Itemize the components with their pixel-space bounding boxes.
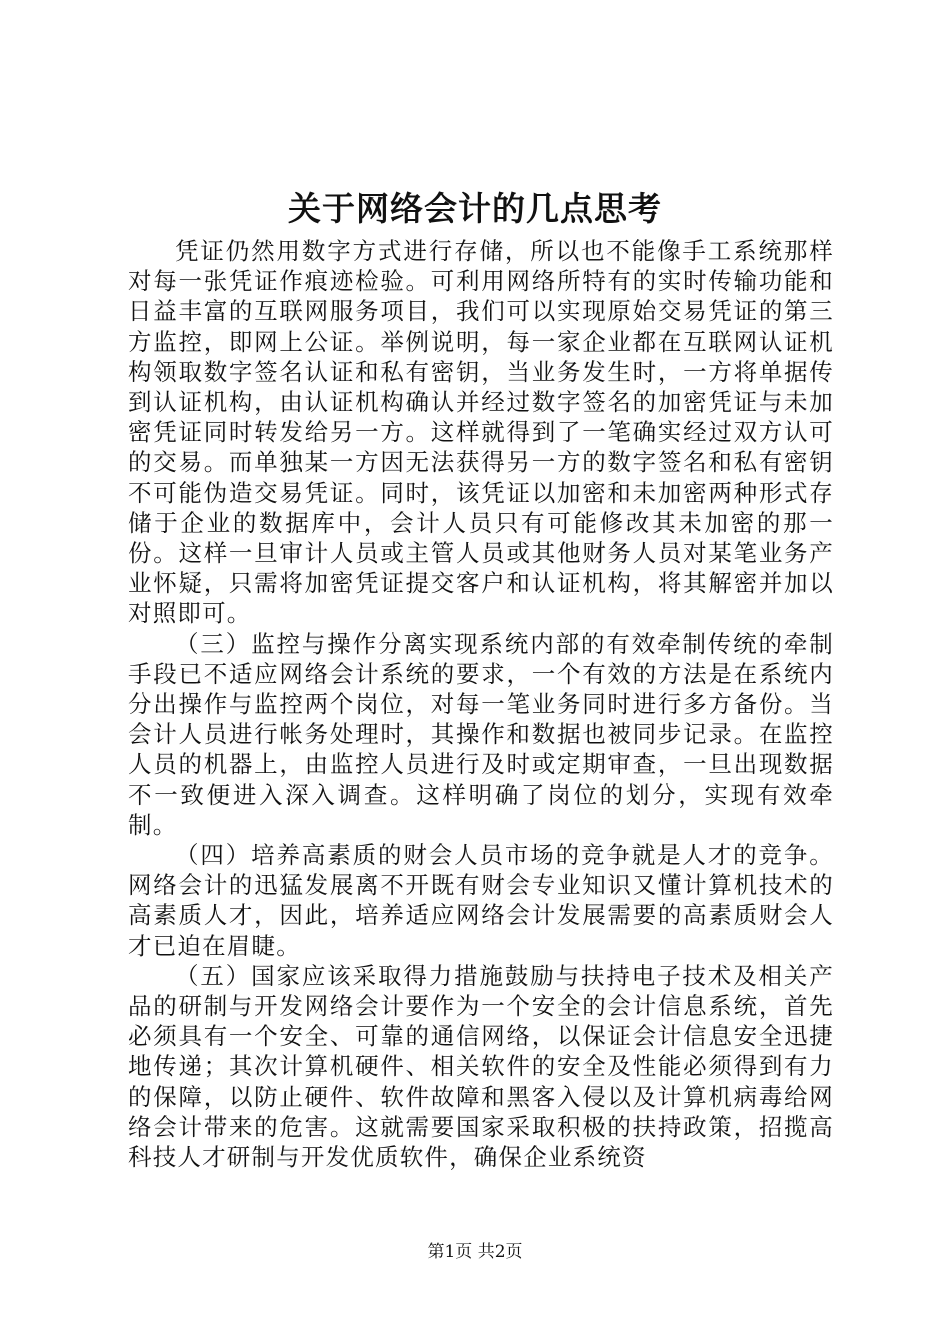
paragraph-3: （四）培养高素质的财会人员市场的竞争就是人才的竞争。网络会计的迅猛发展离不开既有财会专业知识又懂计算机技术的高素质人才，因此，培养适应网络会计发展需要的高素质财会人才已迫在眉睫。: [128, 841, 834, 960]
page-total: 共2页: [477, 1242, 523, 1262]
page-footer: [0, 1240, 950, 1264]
document-body: [128, 236, 834, 1172]
document-title: 关于网络会计的几点思考: [288, 189, 662, 228]
paragraph-2: （三）监控与操作分离实现系统内部的有效牵制传统的牵制手段已不适应网络会计系统的要求，一个有效的方法是在系统内分出操作与监控两个岗位，对每一笔业务同时进行多方备份。当会计人员进行帐务处理时，其操作和数据也被同步记录。在监控人员的机器上，由监控人员进行及时或定期审查，一旦出现数据不一致便进入深入调查。这样明确了岗位的划分，实现有效牵制。: [128, 629, 834, 839]
paragraph-4: （五）国家应该采取得力措施鼓励与扶持电子技术及相关产品的研制与开发网络会计要作为一个安全的会计信息系统，首先必须具有一个安全、可靠的通信网络，以保证会计信息安全迅捷地传递；其次计算机硬件、相关软件的安全及性能必须得到有力的保障，以防止硬件、软件故障和黑客入侵以及计算机病毒给网络会计带来的危害。这就需要国家采取积极的扶持政策，招揽高科技人才研制与开发优质软件，确保企业系统资: [128, 961, 834, 1172]
paragraph-1: 凭证仍然用数字方式进行存储，所以也不能像手工系统那样对每一张凭证作痕迹检验。可利用网络所特有的实时传输功能和日益丰富的互联网服务项目，我们可以实现原始交易凭证的第三方监控，即网上公证。举例说明，每一家企业都在互联网认证机构领取数字签名认证和私有密钥，当业务发生时，一方将单据传到认证机构，由认证机构确认并经过数字签名的加密凭证与未加密凭证同时转发给另一方。这样就得到了一笔确实经过双方认可的交易。而单独某一方因无法获得另一方的数字签名和私有密钥不可能伪造交易凭证。同时，该凭证以加密和未加密两种形式存储于企业的数据库中，会计人员只有可能修改其未加密的那一份。这样一旦审计人员或主管人员或其他财务人员对某笔业务产业怀疑，只需将加密凭证提交客户和认证机构，将其解密并加以对照即可。: [128, 237, 834, 628]
page-number: 第1页: [427, 1242, 473, 1262]
